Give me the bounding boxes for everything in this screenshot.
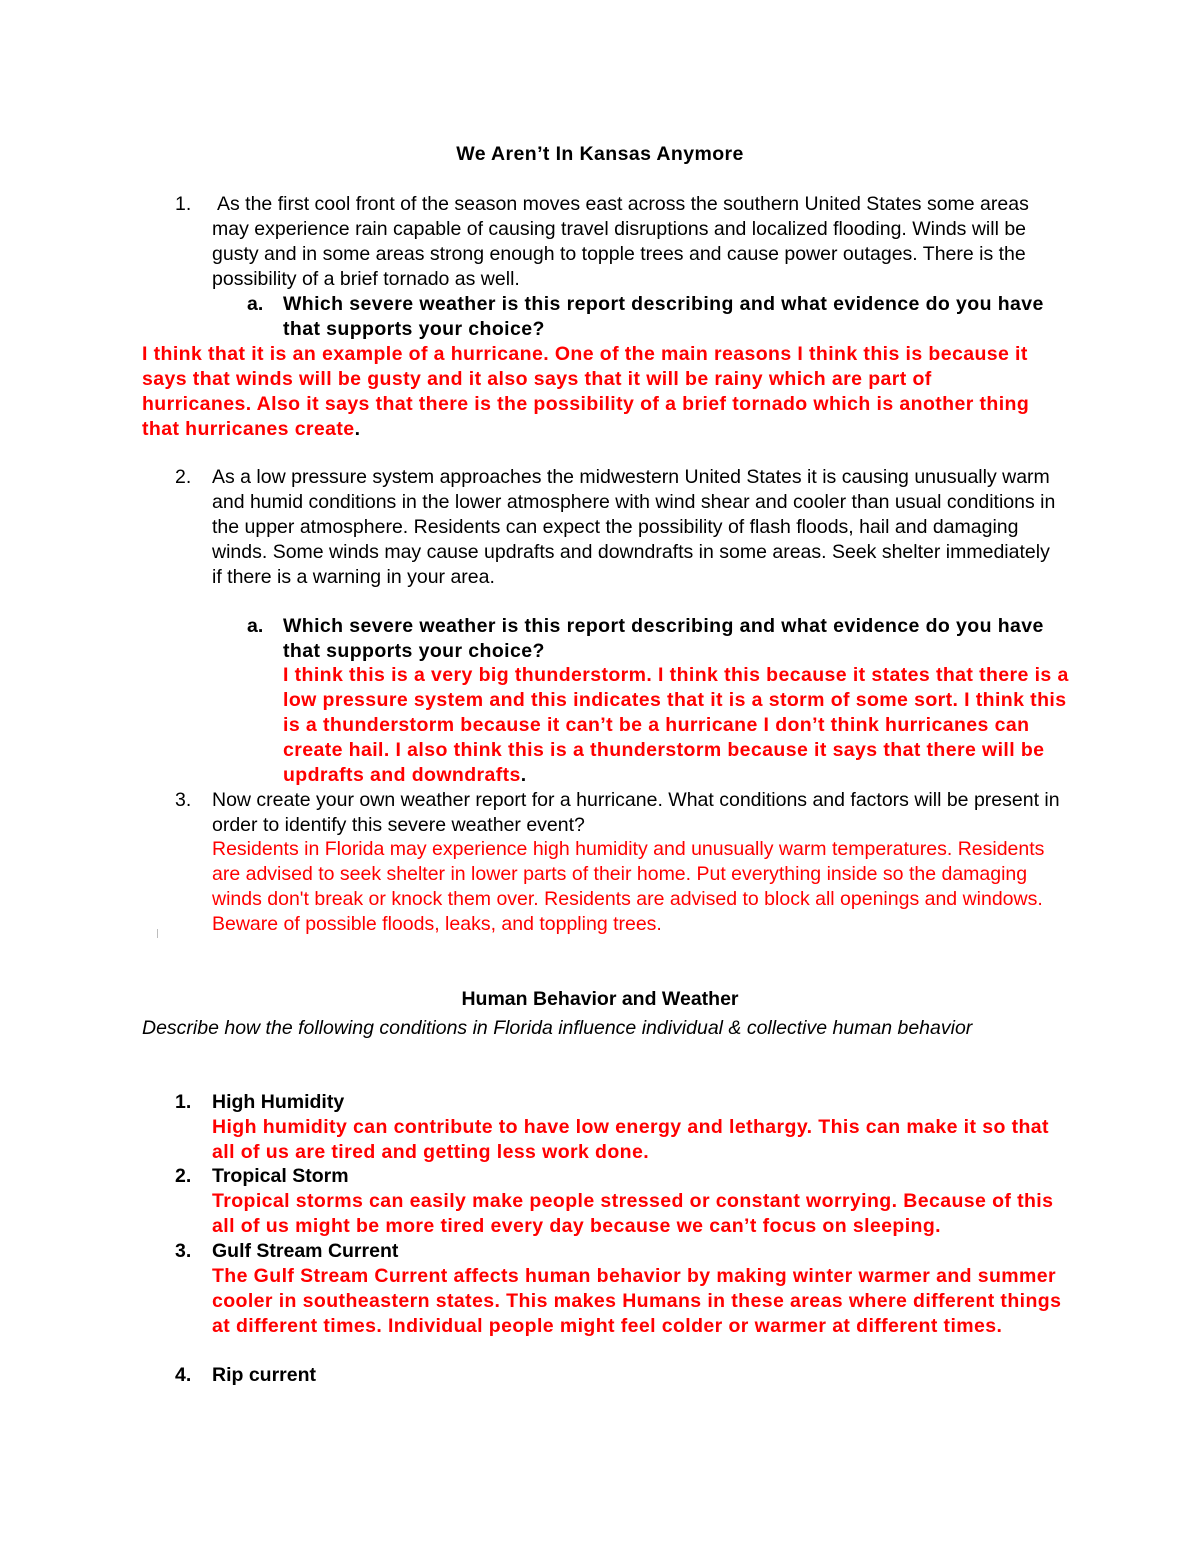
q1-answer-period: .: [354, 418, 361, 440]
item1-answer: High humidity can contribute to have low energy and lethargy. This can make it so that all of us are tired and getting less work done.: [212, 1116, 1049, 1163]
item3-number: 3.: [175, 1240, 192, 1262]
item2-answer: Tropical storms can easily make people stressed or constant worrying. Because of this all of us might be more tired every day because we can’t focus on sleeping.: [212, 1190, 1054, 1237]
q1-answer-text: I think that it is an example of a hurricane. One of the main reasons I think this is because it says that winds will be gusty and it also says that it will be rainy which are part of hurricanes. Also it says that there is the possibility of a brief tornado which is another thing that hurricanes create: [142, 343, 1030, 440]
item2-number: 2.: [175, 1165, 192, 1187]
q2a-number: a.: [247, 615, 264, 637]
q2-text: As a low pressure system approaches the midwestern United States it is causing unusually warm and humid conditions in the lower atmosphere with wind shear and cooler than usual conditions in the upper atmosphere. Residents can expect the possibility of flash floods, hail and damaging winds. Some winds may cause updrafts and downdrafts in some areas. Seek shelter immediately if there is a warning in your area.: [212, 466, 1056, 588]
section2-instructions: Describe how the following conditions in Florida influence individual & collective human behavior: [142, 1017, 973, 1039]
q1-number: 1.: [175, 193, 192, 215]
stray-mark: [157, 929, 158, 938]
item2-heading: Tropical Storm: [212, 1165, 349, 1187]
section2-title: Human Behavior and Weather: [461, 988, 739, 1010]
q2-answer-text: I think this is a very big thunderstorm. I think this because it states that there is a low pressure system and this indicates that it is a storm of some sort. I think this is a thunderstorm because it can’t be a hurricane I don’t think hurricanes can create hail. I also think this is a thunderstorm because it says that there will be updrafts and downdrafts: [283, 664, 1069, 786]
q3-text: Now create your own weather report for a hurricane. What conditions and factors will be present in order to identify this severe weather event?: [212, 789, 1060, 836]
q2a-question: Which severe weather is this report describing and what evidence do you have that supports your choice?: [283, 615, 1044, 662]
item1-number: 1.: [175, 1091, 192, 1113]
q1-answer: [142, 342, 1047, 442]
q2-answer-period: .: [520, 764, 527, 786]
item3-heading: Gulf Stream Current: [212, 1240, 399, 1262]
q1-text: As the first cool front of the season moves east across the southern United States some areas may experience rain capable of causing travel disruptions and localized flooding. Winds will be gusty and in some areas strong enough to topple trees and cause power outages. There is the possibility of a brief tornado as well.: [212, 193, 1029, 290]
q1a-question: Which severe weather is this report describing and what evidence do you have that supports your choice?: [283, 293, 1044, 340]
section1-title: We Aren’t In Kansas Anymore: [456, 143, 744, 165]
item1-heading: High Humidity: [212, 1091, 345, 1113]
q2-number: 2.: [175, 466, 192, 488]
item3-answer: The Gulf Stream Current affects human behavior by making winter warmer and summer cooler in southeastern states. This makes Humans in these areas where different things at different times. Individual people might feel colder or warmer at different times.: [212, 1265, 1062, 1337]
q3-number: 3.: [175, 789, 192, 811]
q1a-number: a.: [247, 293, 264, 315]
item4-heading: Rip current: [212, 1364, 317, 1386]
q3-answer: Residents in Florida may experience high humidity and unusually warm temperatures. Residents are advised to seek shelter in lower parts of their home. Put everything inside so the damaging winds don't break or knock them over. Residents are advised to block all openings and windows. Beware of possible floods, leaks, and toppling trees.: [212, 838, 1045, 935]
q2-answer: [283, 663, 1073, 788]
item4-number: 4.: [175, 1364, 192, 1386]
